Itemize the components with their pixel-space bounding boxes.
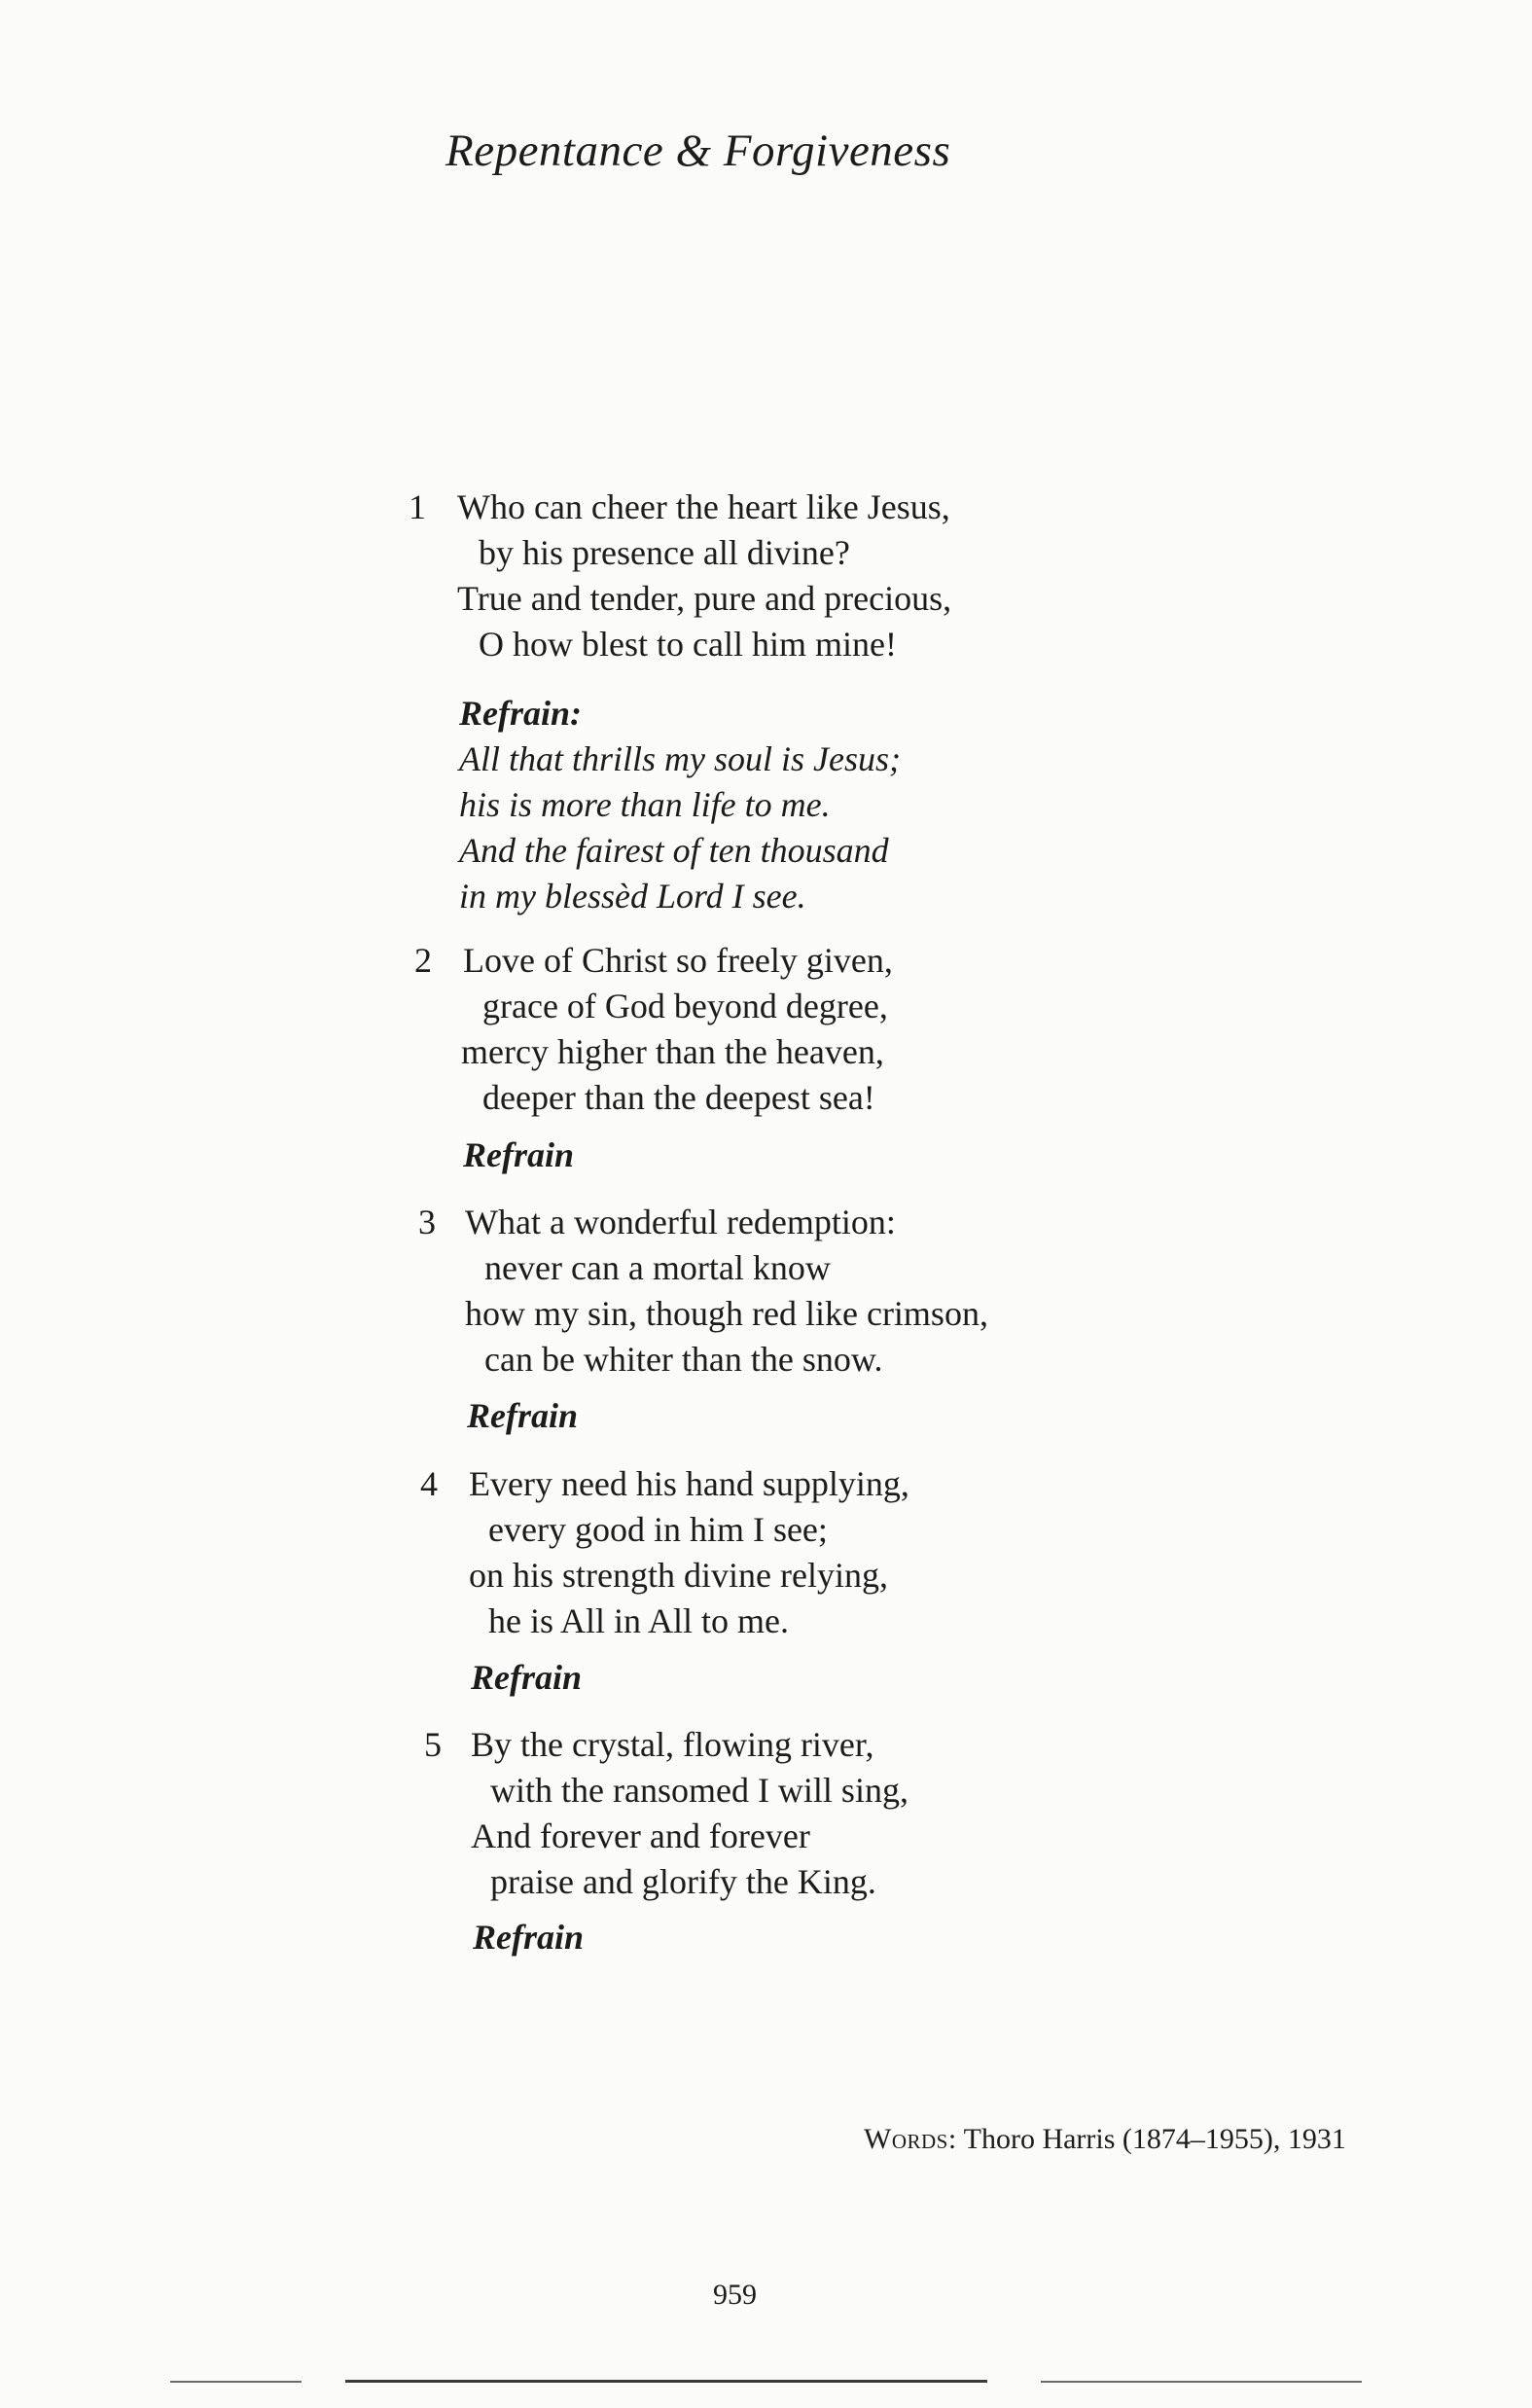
verse-line: he is All in All to me. (488, 1601, 790, 1640)
verse-number: 4 (420, 1464, 438, 1503)
section-title: Repentance & Forgiveness (445, 126, 951, 176)
verse-line: True and tender, pure and precious, (457, 579, 952, 618)
footer-rule-center (345, 2380, 987, 2383)
verse-line: Who can cheer the heart like Jesus, (457, 487, 950, 526)
refrain-line: in my blessèd Lord I see. (459, 877, 806, 916)
refrain-label: Refrain (473, 1918, 585, 1957)
verse-line: never can a mortal know (484, 1248, 831, 1287)
refrain-label: Refrain: (459, 694, 582, 733)
verse-line: grace of God beyond degree, (482, 987, 888, 1025)
refrain-label: Refrain (471, 1658, 583, 1697)
refrain-line: And the fairest of ten thousand (459, 831, 889, 870)
verse-line: Every need his hand supplying, (469, 1464, 909, 1503)
verse-line: By the crystal, flowing river, (471, 1725, 874, 1764)
refrain-line: his is more than life to me. (459, 785, 831, 824)
verse-line: can be whiter than the snow. (484, 1340, 883, 1379)
verse-line: on his strength divine relying, (469, 1556, 888, 1595)
verse-line: And forever and forever (471, 1816, 810, 1855)
verse-number: 5 (424, 1725, 442, 1764)
verse-line: mercy higher than the heaven, (461, 1032, 884, 1071)
verse-line: What a wonderful redemption: (465, 1203, 896, 1241)
credits-text: Thoro Harris (1874–1955), 1931 (963, 2123, 1346, 2155)
hymn-credits (864, 2123, 1346, 2156)
verse-number: 1 (409, 487, 426, 526)
refrain-label: Refrain (463, 1135, 575, 1174)
verse-line: praise and glorify the King. (490, 1862, 876, 1901)
verse-line: by his presence all divine? (479, 533, 850, 572)
refrain-line: All that thrills my soul is Jesus; (459, 739, 901, 778)
verse-line: with the ransomed I will sing, (490, 1771, 909, 1810)
footer-rule-left (170, 2381, 302, 2383)
verse-line: Love of Christ so freely given, (463, 941, 893, 980)
refrain-label: Refrain (467, 1396, 579, 1435)
verse-line: how my sin, though red like crimson, (465, 1294, 988, 1333)
verse-line: O how blest to call him mine! (479, 625, 897, 664)
verse-line: deeper than the deepest sea! (482, 1078, 875, 1117)
verse-line: every good in him I see; (488, 1510, 828, 1549)
footer-rule-right (1041, 2381, 1362, 2383)
credits-label: Words: (864, 2123, 957, 2155)
page-number: 959 (713, 2279, 757, 2311)
verse-number: 2 (414, 941, 432, 980)
verse-number: 3 (418, 1203, 436, 1241)
